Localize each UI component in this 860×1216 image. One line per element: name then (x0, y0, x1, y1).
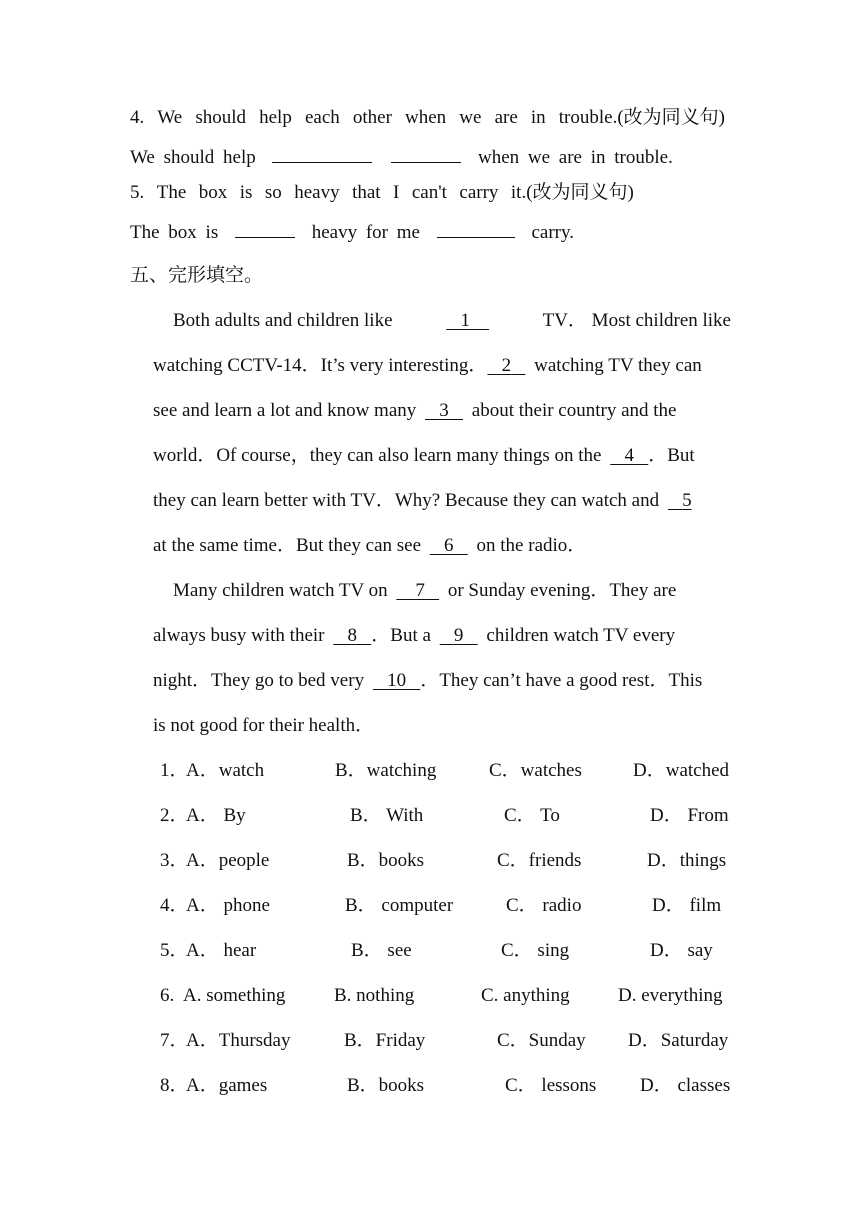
option-c[interactable]: C． sing (501, 940, 570, 961)
question-number: 3． (160, 850, 189, 871)
option-d[interactable]: D．watched (633, 760, 730, 781)
q4-word: 4. (130, 107, 145, 128)
q4-answer-end: when we are in trouble. (477, 147, 673, 168)
option-d[interactable]: D． say (650, 940, 713, 961)
option-c[interactable]: C．watches (489, 760, 582, 781)
option-d[interactable]: D． classes (640, 1075, 731, 1096)
option-a[interactable]: A．games (186, 1075, 268, 1096)
q5-word: I (393, 182, 400, 203)
question-number: 1． (160, 760, 189, 781)
cloze-blank-3[interactable]: 3 (439, 400, 449, 421)
passage-line (153, 399, 677, 423)
cloze-blank-5[interactable]: 5 (682, 490, 692, 511)
option-a[interactable]: A. something (183, 985, 286, 1006)
option-a[interactable]: A．people (186, 850, 270, 871)
question-number: 6. (160, 985, 175, 1006)
passage-line (153, 669, 702, 693)
q5-word: that (352, 182, 381, 203)
cloze-blank-10[interactable]: 10 (387, 670, 407, 691)
q5-word: so (264, 182, 282, 203)
cloze-blank-6[interactable]: 6 (444, 535, 454, 556)
q5-answer-mid: heavy for me (311, 222, 420, 243)
option-c[interactable]: C. anything (481, 985, 570, 1006)
q5-word: is (239, 182, 253, 203)
q5-sentence (130, 181, 634, 205)
passage-text: watching CCTV-14．It’s very interesting． (153, 355, 488, 376)
q5-answer-start: The box is (130, 222, 219, 243)
option-b[interactable]: B． computer (345, 895, 454, 916)
q5-word: carry (459, 182, 499, 203)
passage-text: about their country and the (471, 400, 677, 421)
question-number: 7． (160, 1030, 189, 1051)
q5-word: 5. (130, 182, 145, 203)
passage-line (153, 714, 374, 738)
passage-text: ．They can’t have a good rest．This (420, 670, 703, 691)
passage-text: always busy with their (153, 625, 325, 646)
q4-word: trouble.(改为同义句) (558, 107, 725, 128)
option-d[interactable]: D．Saturday (628, 1030, 729, 1051)
passage-text: Many children watch TV on (173, 580, 388, 601)
option-a[interactable]: A． phone (186, 895, 270, 916)
q4-word: each (304, 107, 340, 128)
passage-text: at the same time．But they can see (153, 535, 422, 556)
option-b[interactable]: B．Friday (344, 1030, 426, 1051)
option-d[interactable]: D．things (647, 850, 727, 871)
q4-answer-start: We should help (130, 147, 256, 168)
passage-line (173, 579, 676, 603)
cloze-blank-1[interactable]: 1 (460, 310, 470, 331)
option-c[interactable]: C． lessons (505, 1075, 597, 1096)
cloze-blank-2[interactable]: 2 (501, 355, 512, 376)
q4-word: are (494, 107, 518, 128)
question-number: 4． (160, 895, 189, 916)
option-c[interactable]: C．Sunday (497, 1030, 586, 1051)
option-b[interactable]: B．books (347, 1075, 425, 1096)
passage-line (153, 534, 586, 558)
q4-word: help (259, 107, 292, 128)
cloze-blank-8[interactable]: 8 (347, 625, 358, 646)
section-title: 五、完形填空。 (130, 265, 264, 286)
q5-word: can't (411, 182, 447, 203)
passage-line (153, 489, 692, 513)
q5-word: heavy (294, 182, 340, 203)
cloze-blank-7[interactable]: 7 (415, 580, 425, 601)
passage-text: Both adults and children like (173, 310, 393, 331)
passage-text: they can learn better with TV．Why? Because they can watch and (153, 490, 660, 511)
q5-answer-line (130, 219, 574, 245)
q4-word: when (405, 107, 447, 128)
cloze-blank-4[interactable]: 4 (624, 445, 634, 466)
q5-blank-2[interactable] (437, 219, 515, 238)
q4-word: should (195, 107, 247, 128)
option-a[interactable]: A．watch (186, 760, 265, 781)
option-d[interactable]: D. everything (618, 985, 723, 1006)
passage-text: world．Of course，they can also learn many things on the (153, 445, 602, 466)
passage-text: or Sunday evening．They are (447, 580, 677, 601)
passage-text: TV． Most children like (542, 310, 731, 331)
option-b[interactable]: B. nothing (334, 985, 415, 1006)
question-number: 5． (160, 940, 189, 961)
cloze-blank-9[interactable]: 9 (453, 625, 464, 646)
option-a[interactable]: A．Thursday (186, 1030, 291, 1051)
q4-answer-line (130, 144, 673, 170)
option-a[interactable]: A． By (186, 805, 246, 826)
option-c[interactable]: C． radio (506, 895, 582, 916)
q4-word: We (157, 107, 183, 128)
passage-text: children watch TV every (486, 625, 676, 646)
option-b[interactable]: B． see (351, 940, 412, 961)
q5-blank-1[interactable] (235, 219, 295, 238)
passage-line (173, 309, 731, 333)
q5-word: it.(改为同义句) (510, 182, 634, 203)
option-a[interactable]: A． hear (186, 940, 257, 961)
q5-word: The (156, 182, 187, 203)
option-c[interactable]: C． To (504, 805, 560, 826)
q4-sentence (130, 106, 725, 130)
q5-word: box (198, 182, 228, 203)
passage-line (153, 444, 695, 468)
question-number: 8． (160, 1075, 189, 1096)
question-number: 2． (160, 805, 189, 826)
option-d[interactable]: D． From (650, 805, 729, 826)
q4-word: we (459, 107, 482, 128)
option-b[interactable]: B．watching (335, 760, 437, 781)
passage-text: is not good for their health． (153, 715, 375, 736)
passage-line (153, 354, 702, 378)
passage-text: on the radio． (476, 535, 587, 556)
option-d[interactable]: D． film (652, 895, 722, 916)
option-b[interactable]: B．books (347, 850, 425, 871)
passage-text: see and learn a lot and know many (153, 400, 417, 421)
q4-word: in (530, 107, 546, 128)
q4-blank-1[interactable] (272, 144, 372, 163)
q5-answer-end: carry. (531, 222, 574, 243)
option-c[interactable]: C．friends (497, 850, 582, 871)
passage-text: ．But (648, 445, 695, 466)
passage-text: watching TV they can (534, 355, 702, 376)
passage-line (153, 624, 675, 648)
passage-text: ．But a (371, 625, 431, 646)
option-b[interactable]: B． With (350, 805, 424, 826)
q4-blank-2[interactable] (391, 144, 461, 163)
q4-word: other (352, 107, 392, 128)
passage-text: night．They go to bed very (153, 670, 365, 691)
